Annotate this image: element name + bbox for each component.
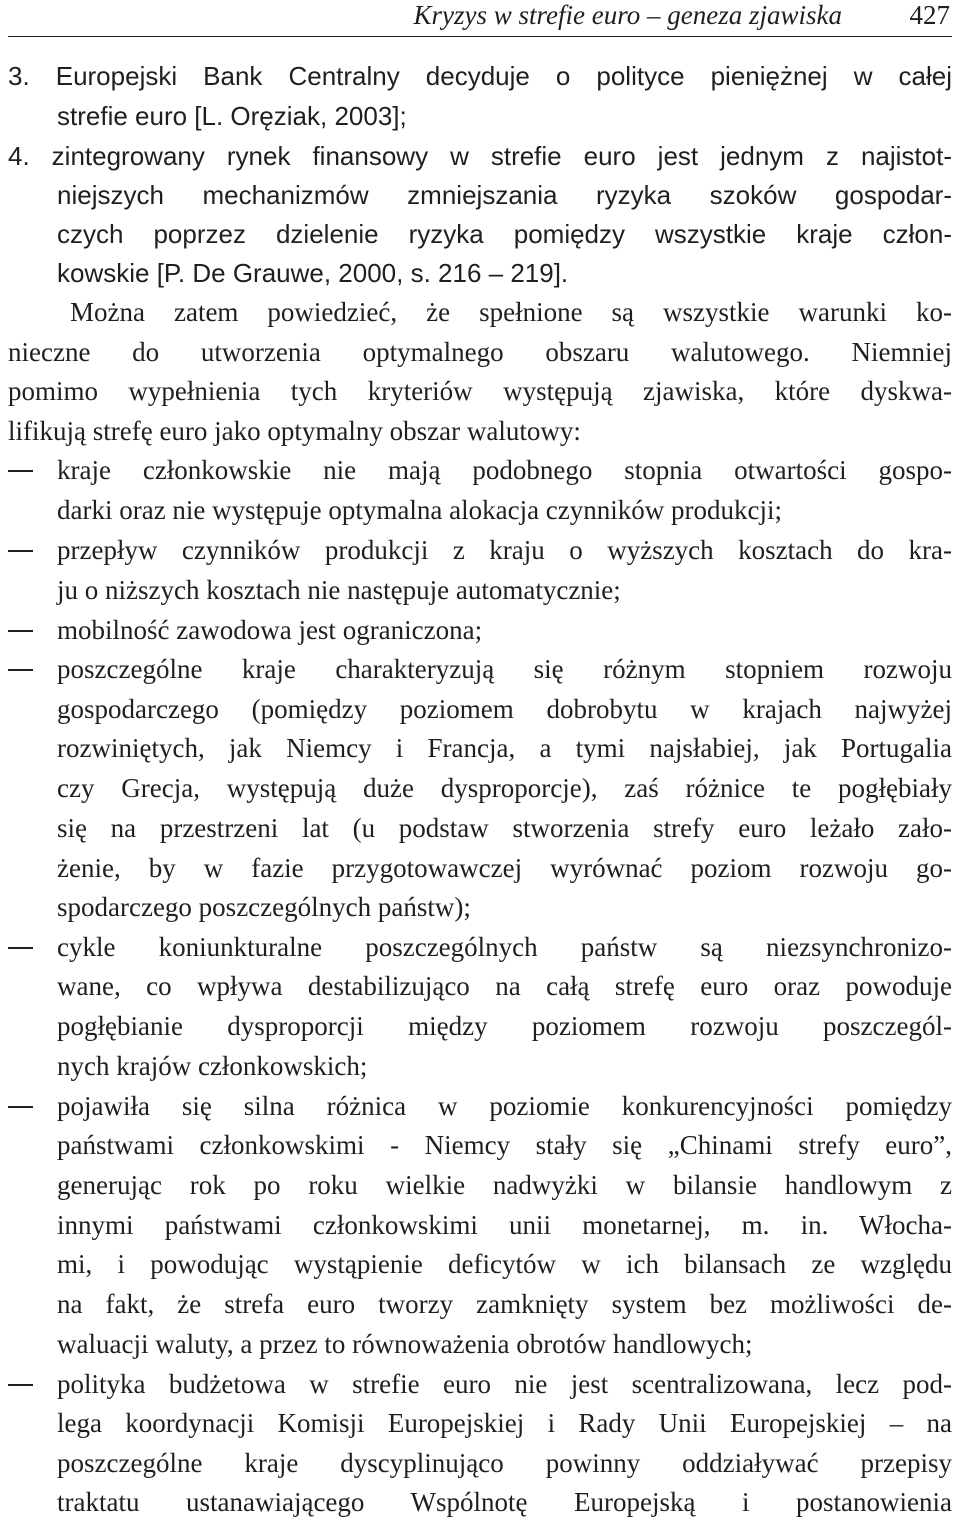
text-line: czy Grecja, występują duże dysproporcje), zaś różnice te pogłębiały	[57, 773, 952, 803]
running-title: Kryzys w strefie euro – geneza zjawiska	[413, 0, 842, 30]
dash-bullet	[8, 630, 33, 632]
dash-bullet	[8, 669, 33, 671]
text-line: kowskie [P. De Grauwe, 2000, s. 216 – 219].	[57, 258, 569, 288]
text-line: mobilność zawodowa jest ograniczona;	[57, 615, 483, 645]
text-line: czych poprzez dzielenie ryzyka pomiędzy wszystkie kraje człon-	[57, 219, 952, 249]
text-line: Można zatem powiedzieć, że spełnione są wszystkie warunki ko-	[70, 297, 952, 327]
text-line: nych krajów członkowskich;	[57, 1051, 368, 1081]
dash-bullet	[8, 1106, 33, 1108]
text-line: kraje członkowskie nie mają podobnego stopnia otwartości gospo-	[57, 455, 952, 485]
text-line: darki oraz nie występuje optymalna alokacja czynników produkcji;	[57, 495, 783, 525]
text-line: cykle koniunkturalne poszczególnych państw są niezsynchronizo-	[57, 932, 952, 962]
text-line: rozwiniętych, jak Niemcy i Francja, a tymi najsłabiej, jak Portugalia	[57, 733, 952, 763]
text-line: waluacji waluty, a przez to równoważenia obrotów handlowych;	[57, 1329, 753, 1359]
text-line: żenie, by w fazie przygotowawczej wyrównać poziom rozwoju go-	[57, 853, 952, 883]
text-line: na fakt, że strefa euro tworzy zamknięty system bez możliwości de-	[57, 1289, 952, 1319]
text-line: poszczególne kraje charakteryzują się różnym stopniem rozwoju	[57, 654, 952, 684]
text-line: mi, i powodując wystąpienie deficytów w ich bilansach ze względu	[57, 1249, 952, 1279]
text-line: poszczególne kraje dyscyplinująco powinny oddziaływać przepisy	[57, 1448, 952, 1478]
text-line: pomimo wypełnienia tych kryteriów występują zjawiska, które dyskwa-	[8, 376, 952, 406]
text-line: niejszych mechanizmów zmniejszania ryzyka szoków gospodar-	[57, 180, 952, 210]
text-line: państwami członkowskimi - Niemcy stały się „Chinami strefy euro”,	[57, 1130, 952, 1160]
text-line: pogłębianie dysproporcji między poziomem rozwoju poszczegól-	[57, 1011, 952, 1041]
text-line: lega koordynacji Komisji Europejskiej i Rady Unii Europejskiej – na	[57, 1408, 952, 1438]
dash-bullet	[8, 1384, 33, 1386]
text-line: ju o niższych kosztach nie następuje automatycznie;	[57, 575, 621, 605]
dash-bullet	[8, 470, 33, 472]
text-line: polityka budżetowa w strefie euro nie jest scentralizowana, lecz pod-	[57, 1369, 952, 1399]
text-line: 4. zintegrowany rynek finansowy w strefie euro jest jednym z najistot-	[8, 141, 952, 171]
text-line: nieczne do utworzenia optymalnego obszaru walutowego. Niemniej	[8, 337, 952, 367]
text-line: traktatu ustanawiającego Wspólnotę Europejską i postanowienia	[57, 1487, 952, 1517]
page-number: 427	[909, 0, 950, 30]
text-line: przepływ czynników produkcji z kraju o wyższych kosztach do kra-	[57, 535, 952, 565]
text-line: strefie euro [L. Oręziak, 2003];	[57, 101, 407, 131]
text-line: generując rok po roku wielkie nadwyżki w bilansie handlowym z	[57, 1170, 952, 1200]
text-line: się na przestrzeni lat (u podstaw stworzenia strefy euro leżało zało-	[57, 813, 952, 843]
dash-bullet	[8, 550, 33, 552]
text-line: pojawiła się silna różnica w poziomie konkurencyjności pomiędzy	[57, 1091, 952, 1121]
text-line: lifikują strefę euro jako optymalny obszar walutowy:	[8, 416, 581, 446]
text-line: spodarczego poszczególnych państw);	[57, 892, 471, 922]
text-line: innymi państwami członkowskimi unii monetarnej, m. in. Włocha-	[57, 1210, 952, 1240]
text-line: wane, co wpływa destabilizująco na całą strefę euro oraz powoduje	[57, 971, 952, 1001]
dash-bullet	[8, 947, 33, 949]
text-line: 3. Europejski Bank Centralny decyduje o polityce pieniężnej w całej	[8, 61, 952, 91]
text-line: gospodarczego (pomiędzy poziomem dobrobytu w krajach najwyżej	[57, 694, 952, 724]
running-header	[8, 0, 952, 37]
